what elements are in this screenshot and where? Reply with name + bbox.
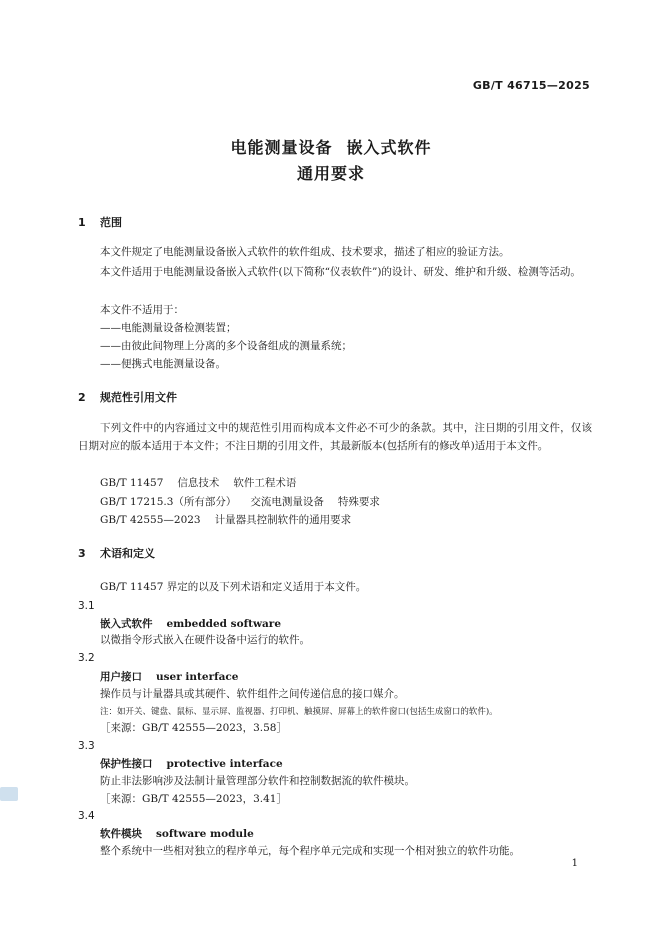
term-definition: 整个系统中一些相对独立的程序单元，每个程序单元完成和实现一个相对独立的软件功能。 [100, 845, 520, 857]
section-1-para-2: 本文件适用于电能测量设备嵌入式软件(以下简称“仪表软件”)的设计、研发、维护和升级、检测等活动。 [100, 266, 581, 278]
term-definition: 操作员与计量器具或其硬件、软件组件之间传递信息的接口媒介。 [100, 688, 405, 700]
reference-title: 交流电测量设备 [250, 496, 324, 508]
term-name-en: embedded software [166, 618, 282, 630]
reference-item [100, 511, 351, 529]
section-1-para-1: 本文件规定了电能测量设备嵌入式软件的软件组成、技术要求，描述了相应的验证方法。 [100, 246, 510, 258]
reference-item [100, 474, 296, 492]
reference-item [100, 493, 380, 511]
term-definition: 以微指令形式嵌入在硬件设备中运行的软件。 [100, 634, 310, 646]
term-name [100, 826, 254, 841]
term-name-zh: 用户接口 [100, 671, 142, 683]
document-title-line1 [0, 135, 662, 158]
reference-code: GB/T 42555—2023 [100, 514, 201, 526]
term-name [100, 616, 281, 631]
reference-title: 计量器具控制软件的通用要求 [214, 514, 352, 526]
reference-code: GB/T 17215.3（所有部分） [100, 496, 237, 508]
section-title: 规范性引用文件 [100, 391, 177, 404]
term-number: 3.2 [78, 652, 95, 664]
term-source: ［来源：GB/T 42555—2023，3.41］ [100, 793, 287, 805]
term-name-en: software module [156, 828, 254, 840]
page-number: 1 [571, 858, 578, 869]
term-name-zh: 嵌入式软件 [100, 618, 153, 630]
title-part-a: 电能测量设备 [230, 138, 333, 157]
term-number: 3.1 [78, 600, 95, 612]
reference-code: GB/T 11457 [100, 477, 164, 489]
section-3-heading [78, 545, 155, 561]
standard-number: GB/T 46715—2025 [472, 79, 590, 92]
term-definition: 防止非法影响涉及法制计量管理部分软件和控制数据流的软件模块。 [100, 775, 415, 787]
term-name-en: user interface [156, 671, 239, 683]
section-number: 1 [78, 216, 86, 229]
reference-title: 信息技术 [177, 477, 220, 489]
term-number: 3.3 [78, 740, 95, 752]
section-2-para-1: 下列文件中的内容通过文中的规范性引用而构成本文件必不可少的条款。其中，注日期的引用文件，仅该日期对应的版本适用于本文件；不注日期的引用文件，其最新版本(包括所有的修改单)适用于本文件。 [78, 422, 592, 452]
section-title: 术语和定义 [100, 547, 155, 560]
term-source: ［来源：GB/T 42555—2023，3.58］ [100, 722, 287, 734]
document-title-line2: 通用要求 [296, 164, 365, 183]
term-name-zh: 保护性接口 [100, 758, 153, 770]
term-number: 3.4 [78, 810, 95, 822]
term-name-en: protective interface [166, 758, 283, 770]
title-part-b: 嵌入式软件 [346, 138, 432, 157]
section-1-heading [78, 214, 122, 230]
section-title: 范围 [100, 216, 122, 229]
term-note: 注：如开关、键盘、鼠标、显示屏、监视器、打印机、触摸屏、屏幕上的软件窗口(包括生成窗口的软件)。 [100, 707, 498, 717]
list-item: ——电能测量设备检测装置； [100, 322, 237, 334]
list-item: ——便携式电能测量设备。 [100, 358, 226, 370]
term-name [100, 669, 239, 684]
list-item: ——由彼此间物理上分离的多个设备组成的测量系统； [100, 340, 352, 352]
section-3-intro: GB/T 11457 界定的以及下列术语和定义适用于本文件。 [100, 581, 367, 593]
term-name-zh: 软件模块 [100, 828, 142, 840]
reference-title: 软件工程术语 [233, 477, 297, 489]
section-1-para-3: 本文件不适用于： [100, 304, 184, 316]
reference-title: 特殊要求 [337, 496, 380, 508]
section-number: 2 [78, 391, 86, 404]
side-tab-marker [0, 787, 18, 801]
term-name [100, 756, 283, 771]
section-2-heading [78, 389, 177, 405]
section-number: 3 [78, 547, 86, 560]
